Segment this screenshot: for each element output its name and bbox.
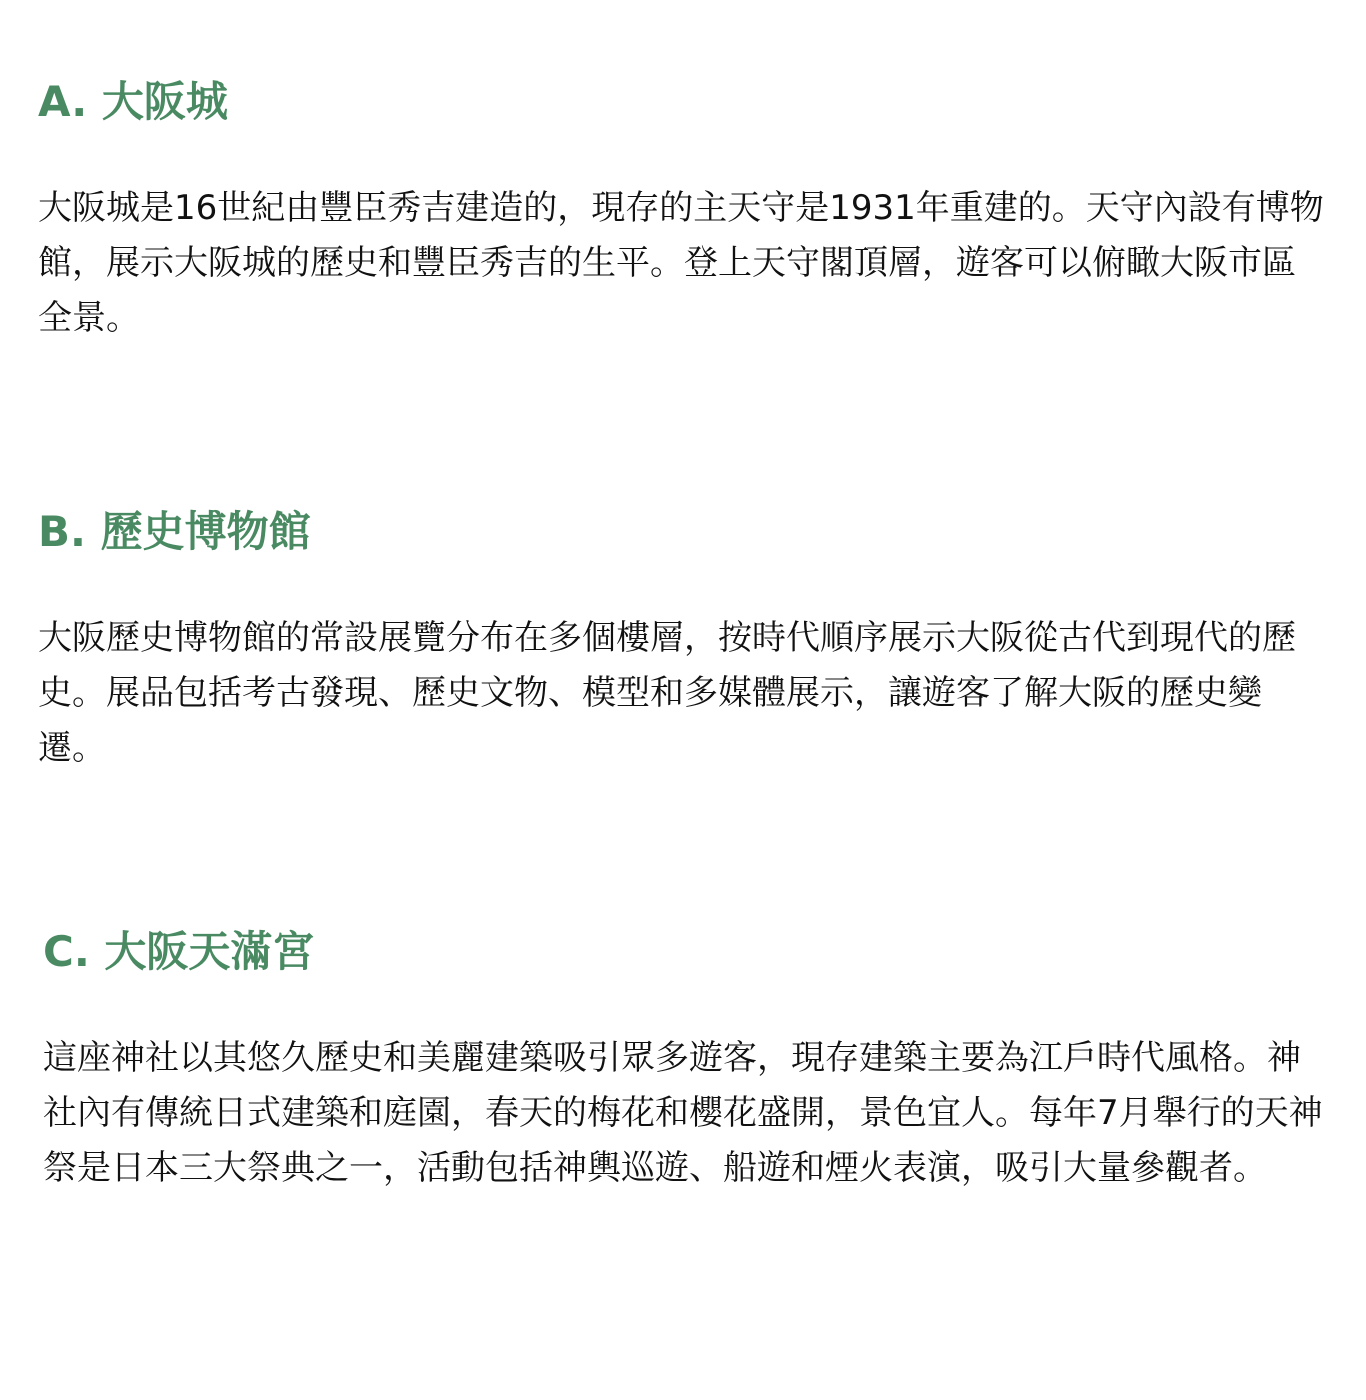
section-osaka-castle bbox=[0, 74, 1366, 346]
section-body: 大阪城是16世紀由豐臣秀吉建造的，現存的主天守是1931年重建的。天守內設有博物館，展示大阪城的歷史和豐臣秀吉的生平。登上天守閣頂層，遊客可以俯瞰大阪市區全景。 bbox=[38, 188, 1324, 338]
section-body: 大阪歷史博物館的常設展覽分布在多個樓層，按時代順序展示大阪從古代到現代的歷史。展品包括考古發現、歷史文物、模型和多媒體展示，讓遊客了解大阪的歷史變遷。 bbox=[38, 618, 1296, 768]
section-heading: B. 歷史博物館 bbox=[38, 507, 311, 556]
section-heading: A. 大阪城 bbox=[38, 77, 228, 126]
section-body: 這座神社以其悠久歷史和美麗建築吸引眾多遊客，現存建築主要為江戶時代風格。神社內有傳統日式建築和庭園，春天的梅花和櫻花盛開，景色宜人。每年7月舉行的天神祭是日本三大祭典之一，活動包括神輿巡遊、船遊和煙火表演，吸引大量參觀者。 bbox=[43, 1038, 1323, 1188]
section-heading: C. 大阪天滿宮 bbox=[43, 927, 315, 976]
section-tenmangu bbox=[0, 924, 1366, 1196]
section-history-museum bbox=[0, 504, 1366, 776]
